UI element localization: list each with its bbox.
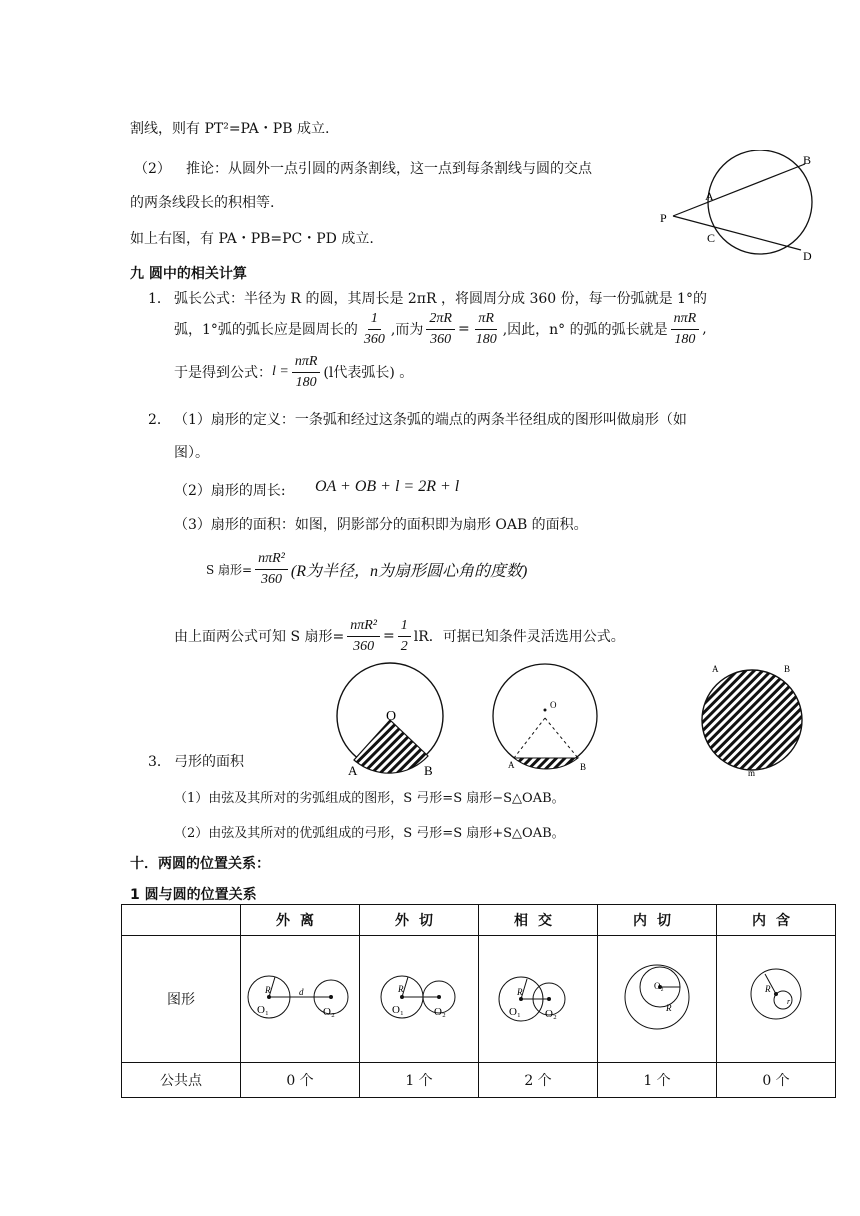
label-o: O bbox=[386, 709, 397, 724]
equals-sign: = bbox=[383, 628, 395, 644]
arc-length-line-2: 弧，1°弧的弧长应是圆周长的 $\frac{1}{360}$ ,而为 $\frac{2\pi R}{360}$ = $\frac{\pi R}{180}$ ,因此，n° 的弧的弧长就是 $\frac{\text{nπR}}{180}$ , bbox=[174, 305, 707, 353]
combined-fraction-2: $\frac{1}{2}$ bbox=[398, 616, 411, 657]
svg-text:O₂: O₂ bbox=[434, 1006, 446, 1018]
figure-cell-contained bbox=[717, 936, 836, 1063]
sector-area-formula bbox=[206, 545, 527, 593]
svg-text:O₁: O₁ bbox=[392, 1004, 404, 1016]
svg-text:O₂: O₂ bbox=[323, 1006, 335, 1018]
svg-text:O₂: O₂ bbox=[654, 981, 664, 991]
sector-perimeter-label: （2）扇形的周长: bbox=[174, 483, 286, 499]
arc-length-formula-lhs: l = bbox=[272, 364, 289, 379]
arc-length-text-a: 弧，1°弧的弧长应是圆周长的 bbox=[174, 322, 358, 338]
svg-text:O₁: O₁ bbox=[509, 1006, 521, 1018]
section-10-heading: 十．两圆的位置关系： bbox=[130, 856, 270, 872]
sector-definition-cont: 图）。 bbox=[174, 445, 209, 461]
svg-text:R: R bbox=[398, 984, 404, 994]
point-label-c: C bbox=[707, 231, 716, 245]
table-row bbox=[122, 936, 836, 1063]
corollary-text: 推论：从圆外一点引圆的两条割线，这一点到每条割线与圆的交点 bbox=[186, 161, 592, 177]
major-segment-area: （2）由弦及其所对的优弧组成的弓形，S 弓形=S 扇形+S△OAB。 bbox=[174, 826, 565, 841]
svg-text:O₁: O₁ bbox=[257, 1004, 269, 1016]
arc-length-formula-label: 于是得到公式： bbox=[174, 365, 272, 381]
fraction-npir-over-180: $\frac{\text{nπR}}{180}$ bbox=[671, 309, 700, 350]
column-header: 外切 bbox=[360, 905, 479, 936]
label-b: B bbox=[424, 763, 433, 778]
corollary-example: 如上右图，有 PA・PB=PC・PD 成立. bbox=[130, 231, 374, 247]
svg-text:R: R bbox=[765, 984, 771, 994]
figure-cell-internally-tangent bbox=[598, 936, 717, 1063]
sector-area-symbol: S 扇形= bbox=[206, 562, 253, 577]
svg-text:R: R bbox=[666, 1003, 672, 1013]
sector-area-label: （3）扇形的面积：如图，阴影部分的面积即为扇形 OAB 的面积。 bbox=[174, 517, 588, 533]
label-a: A bbox=[508, 760, 515, 770]
svg-text:d: d bbox=[299, 987, 304, 997]
fraction-2pir-over-360: $\frac{2\pi R}{360}$ bbox=[426, 309, 455, 350]
figure-cell-intersecting bbox=[479, 936, 598, 1063]
sector-area-note: (R为半径，n为扇形圆心角的度数) bbox=[290, 562, 528, 580]
corollary-label: （2） bbox=[134, 161, 171, 177]
common-points-cell: 0 个 bbox=[241, 1063, 360, 1098]
svg-text:R: R bbox=[265, 985, 271, 995]
label-o: O bbox=[550, 700, 557, 710]
arc-length-formula-line bbox=[174, 349, 413, 395]
column-header: 相交 bbox=[479, 905, 598, 936]
label-m: m bbox=[748, 768, 756, 778]
sector-area-fraction: $\frac{\text{nπR²}}{360}$ bbox=[255, 549, 288, 590]
label-a: A bbox=[348, 763, 358, 778]
common-points-cell: 0 个 bbox=[717, 1063, 836, 1098]
svg-text:r: r bbox=[787, 997, 791, 1006]
point-label-a: A bbox=[705, 189, 714, 203]
secant-theorem-line: 割线，则有 PT²=PA・PB 成立. bbox=[130, 121, 330, 137]
section-9-heading: 九 圆中的相关计算 bbox=[130, 266, 247, 282]
item-1-number: 1． bbox=[148, 291, 171, 307]
row-label-common-points: 公共点 bbox=[122, 1063, 241, 1098]
svg-text:O₂: O₂ bbox=[545, 1008, 557, 1020]
svg-text:R: R bbox=[517, 987, 523, 997]
sector-figures bbox=[330, 660, 830, 780]
column-header: 内切 bbox=[598, 905, 717, 936]
combined-fraction-1: $\frac{\text{nπR²}}{360}$ bbox=[347, 616, 380, 657]
label-b: B bbox=[784, 664, 791, 674]
corollary-text-cont: 的两条线段长的积相等. bbox=[130, 195, 275, 211]
arc-length-text-b: ,而为 bbox=[390, 322, 424, 338]
combined-formula-text-b: lR．可据已知条件灵活选用公式。 bbox=[413, 629, 625, 645]
figure-cell-separate bbox=[241, 936, 360, 1063]
combined-formula bbox=[174, 612, 625, 660]
column-header: 内含 bbox=[717, 905, 836, 936]
common-points-cell: 2 个 bbox=[479, 1063, 598, 1098]
arc-length-formula-fraction: $\frac{\text{nπR}}{180}$ bbox=[292, 352, 321, 393]
circle-relations-heading: 1 圆与圆的位置关系 bbox=[130, 887, 257, 903]
arc-length-intro: 弧长公式：半径为 R 的圆，其周长是 2πR ，将圆周分成 360 份，每一份弧就是 1°的 bbox=[174, 291, 707, 307]
combined-formula-text-a: 由上面两公式可知 S 扇形= bbox=[174, 629, 345, 645]
column-header: 外离 bbox=[241, 905, 360, 936]
item-2-number: 2． bbox=[148, 412, 171, 428]
point-label-p: P bbox=[660, 211, 667, 225]
label-b: B bbox=[580, 762, 587, 772]
fraction-pir-over-180: $\frac{\pi R}{180}$ bbox=[475, 310, 497, 347]
point-label-d: D bbox=[803, 249, 812, 262]
sector-perimeter-formula: OA + OB + l = 2R + l bbox=[315, 478, 460, 495]
item-3-number: 3． bbox=[148, 754, 171, 770]
arc-length-text-c: ,因此，n° 的弧的弧长就是 bbox=[502, 322, 668, 338]
table-header-row bbox=[122, 905, 836, 936]
common-points-cell: 1 个 bbox=[598, 1063, 717, 1098]
common-points-cell: 1 个 bbox=[360, 1063, 479, 1098]
fraction-1-over-360: $\frac{1}{360}$ bbox=[363, 310, 385, 347]
arc-length-formula-note: (l代表弧长) 。 bbox=[323, 365, 414, 381]
minor-segment-area: （1）由弦及其所对的劣弧组成的图形，S 弓形=S 扇形−S△OAB。 bbox=[174, 791, 565, 806]
circle-relations-table bbox=[121, 904, 836, 1098]
table-corner-cell bbox=[122, 905, 241, 936]
table-row bbox=[122, 1063, 836, 1098]
row-label-figure: 图形 bbox=[122, 936, 241, 1063]
point-label-b: B bbox=[803, 153, 812, 167]
equals-sign: = bbox=[457, 321, 470, 337]
secant-figure bbox=[655, 150, 825, 262]
figure-cell-externally-tangent bbox=[360, 936, 479, 1063]
segment-area-title: 弓形的面积 bbox=[174, 754, 244, 770]
label-a: A bbox=[712, 664, 719, 674]
sector-definition: （1）扇形的定义：一条弧和经过这条弧的端点的两条半径组成的图形叫做扇形（如 bbox=[174, 412, 687, 428]
